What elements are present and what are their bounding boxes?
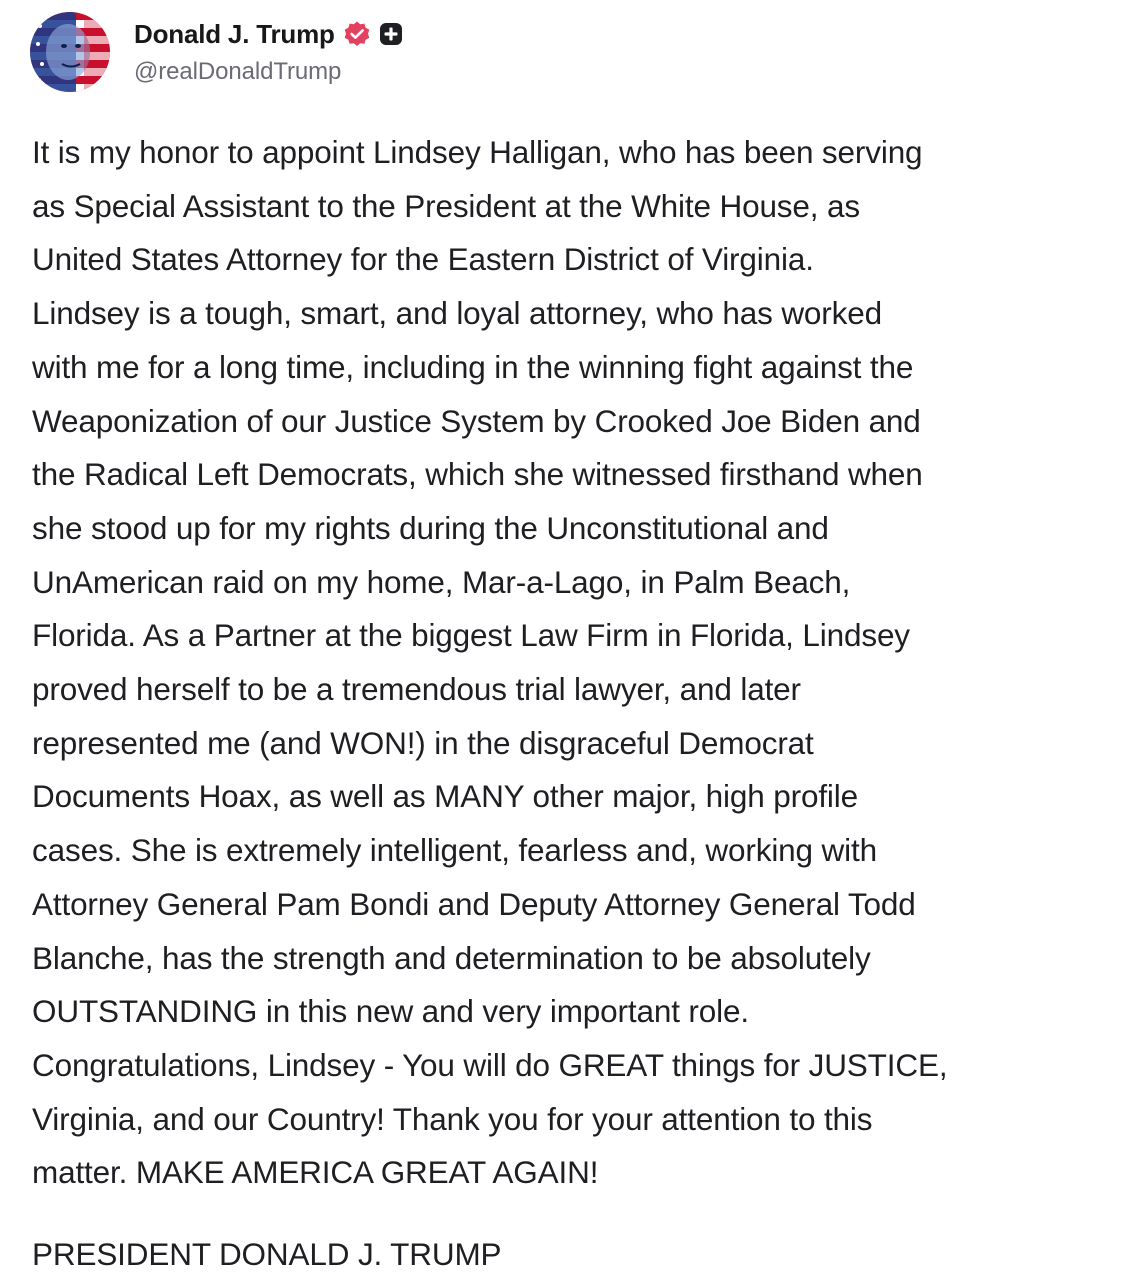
handle[interactable]: @realDonaldTrump [134, 58, 342, 85]
plus-badge-icon [379, 22, 403, 46]
post-line: OUTSTANDING in this new and very important role. [32, 993, 749, 1030]
post-body [32, 126, 1112, 1200]
post-line: It is my honor to appoint Lindsey Halligan, who has been serving [32, 134, 923, 170]
post-line: the Radical Left Democrats, which she witnessed firsthand when [32, 456, 923, 493]
post-line: as Special Assistant to the President at the White House, as [32, 187, 860, 224]
post-line: UnAmerican raid on my home, Mar-a-Lago, in Palm Beach, [32, 563, 851, 600]
avatar[interactable] [30, 12, 110, 92]
post-signature: PRESIDENT DONALD J. TRUMP [32, 1236, 502, 1272]
post-line: she stood up for my rights during the Unconstitutional and [32, 509, 829, 546]
post-line: proved herself to be a tremendous trial lawyer, and later [32, 671, 801, 708]
post-line: Congratulations, Lindsey - You will do GREAT things for JUSTICE, [32, 1046, 948, 1083]
post-line: cases. She is extremely intelligent, fearless and, working with [32, 832, 877, 869]
post-line: matter. MAKE AMERICA GREAT AGAIN! [32, 1154, 599, 1191]
post-line: with me for a long time, including in the winning fight against the [32, 348, 914, 385]
post-line: Florida. As a Partner at the biggest Law Firm in Florida, Lindsey [32, 617, 910, 654]
display-name[interactable]: Donald J. Trump [134, 18, 335, 49]
post-line: represented me (and WON!) in the disgraceful Democrat [32, 724, 814, 761]
post-line: Virginia, and our Country! Thank you for your attention to this [32, 1100, 873, 1137]
post-line: Attorney General Pam Bondi and Deputy Attorney General Todd [32, 885, 916, 922]
post-line: Documents Hoax, as well as MANY other major, high profile [32, 778, 858, 815]
display-name-row [134, 16, 403, 52]
flag-portrait-avatar-icon [30, 12, 110, 92]
post-header [30, 12, 1090, 94]
post-line: Blanche, has the strength and determination to be absolutely [32, 939, 871, 976]
post-line: Weaponization of our Justice System by Crooked Joe Biden and [32, 402, 921, 439]
post-line: Lindsey is a tough, smart, and loyal attorney, who has worked [32, 295, 882, 332]
author-names [134, 16, 403, 86]
post-line: United States Attorney for the Eastern District of Virginia. [32, 241, 814, 278]
verified-badge-icon [343, 20, 371, 48]
